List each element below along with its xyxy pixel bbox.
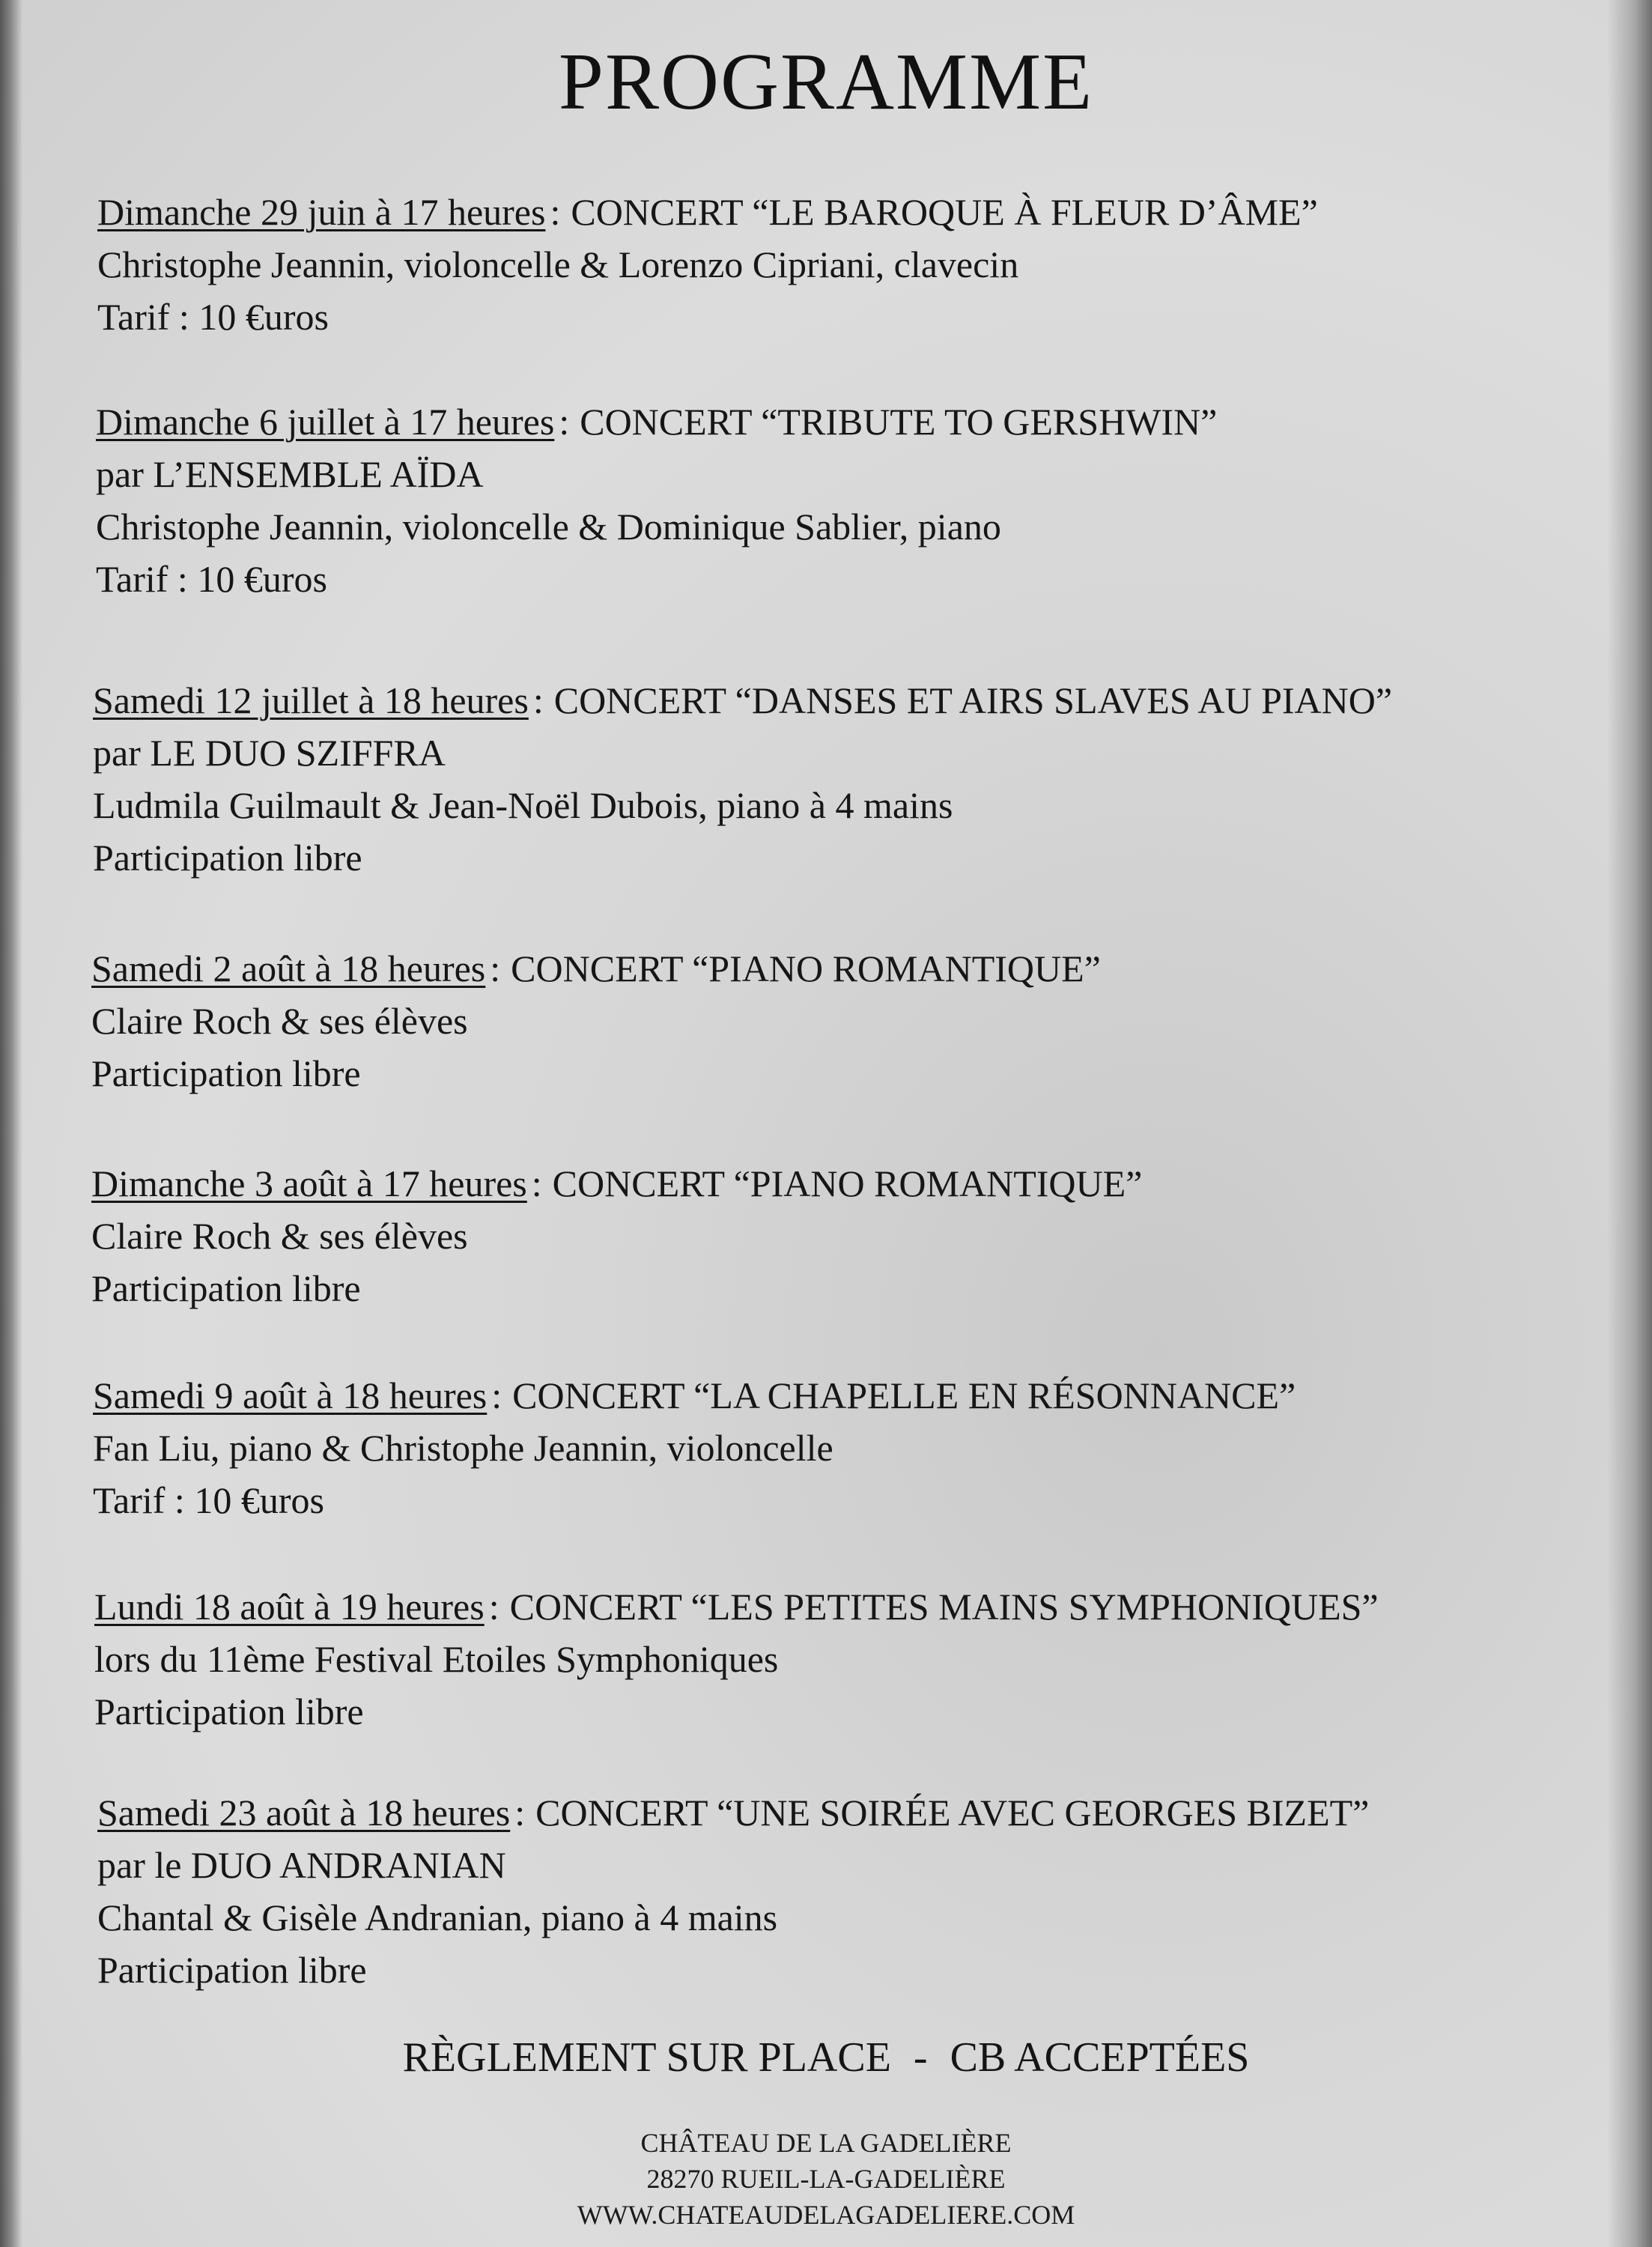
- event-title: CONCERT “LA CHAPELLE EN RÉSONNANCE”: [512, 1374, 1296, 1416]
- event-line: Fan Liu, piano & Christophe Jeannin, violoncelle: [93, 1427, 833, 1469]
- event-line: Participation libre: [93, 837, 362, 879]
- event-line: Participation libre: [91, 1267, 361, 1309]
- event-title: CONCERT “LE BAROQUE À FLEUR D’ÂME”: [571, 191, 1318, 233]
- event-block: [96, 395, 1217, 605]
- event-header: Samedi 23 août à 18 heures : CONCERT “UNE SOIRÉE AVEC GEORGES BIZET”: [97, 1792, 1370, 1834]
- event-header: Dimanche 29 juin à 17 heures : CONCERT “LE BAROQUE À FLEUR D’ÂME”: [97, 191, 1318, 233]
- event-line: par le DUO ANDRANIAN: [97, 1844, 506, 1886]
- event-title: CONCERT “DANSES ET AIRS SLAVES AU PIANO”: [553, 679, 1393, 721]
- event-line: Claire Roch & ses élèves: [91, 1215, 468, 1257]
- venue-website: WWW.CHATEAUDELAGADELIERE.COM: [577, 2200, 1075, 2230]
- payment-note: [0, 2034, 1652, 2081]
- left-edge-shadow: [0, 0, 22, 2247]
- event-header: Samedi 2 août à 18 heures : CONCERT “PIANO ROMANTIQUE”: [91, 947, 1101, 989]
- event-title: CONCERT “PIANO ROMANTIQUE”: [511, 947, 1101, 989]
- event-line: Participation libre: [91, 1052, 361, 1094]
- event-line: Chantal & Gisèle Andranian, piano à 4 mains: [97, 1896, 778, 1938]
- event-line: Participation libre: [94, 1690, 364, 1732]
- event-line: Participation libre: [97, 1949, 367, 1991]
- event-block: [97, 186, 1318, 343]
- page-title: PROGRAMME: [558, 37, 1094, 127]
- event-line: Claire Roch & ses élèves: [91, 1000, 468, 1042]
- event-line: Tarif : 10 €uros: [96, 558, 327, 600]
- event-line: par LE DUO SZIFFRA: [93, 732, 446, 774]
- event-block: [93, 674, 1392, 884]
- event-line: Christophe Jeannin, violoncelle & Lorenzo Cipriani, clavecin: [97, 243, 1019, 285]
- event-line: Tarif : 10 €uros: [93, 1479, 324, 1521]
- event-date: Samedi 12 juillet à 18 heures: [93, 679, 529, 721]
- event-header: Dimanche 3 août à 17 heures : CONCERT “PIANO ROMANTIQUE”: [91, 1162, 1143, 1204]
- event-header: Dimanche 6 juillet à 17 heures : CONCERT “TRIBUTE TO GERSHWIN”: [96, 401, 1218, 443]
- event-block: [93, 1369, 1296, 1526]
- event-title: CONCERT “PIANO ROMANTIQUE”: [552, 1162, 1143, 1204]
- event-header: Samedi 9 août à 18 heures : CONCERT “LA CHAPELLE EN RÉSONNANCE”: [93, 1374, 1296, 1416]
- event-date: Samedi 2 août à 18 heures: [91, 947, 486, 989]
- payment-text: RÈGLEMENT SUR PLACE: [402, 2034, 891, 2081]
- venue-postal: 28270 RUEIL-LA-GADELIÈRE: [646, 2164, 1006, 2194]
- event-line: Tarif : 10 €uros: [97, 296, 329, 338]
- event-date: Lundi 18 août à 19 heures: [94, 1586, 485, 1628]
- event-line: lors du 11ème Festival Etoiles Symphoniques: [94, 1638, 779, 1680]
- venue-name: CHÂTEAU DE LA GADELIÈRE: [640, 2128, 1012, 2158]
- event-line: Christophe Jeannin, violoncelle & Dominique Sablier, piano: [96, 506, 1001, 548]
- event-block: [97, 1786, 1369, 1996]
- event-block: [91, 1157, 1142, 1314]
- event-date: Dimanche 6 juillet à 17 heures: [96, 401, 555, 443]
- event-date: Dimanche 29 juin à 17 heures: [97, 191, 546, 233]
- cards-text: CB ACCEPTÉES: [950, 2034, 1250, 2081]
- event-line: par L’ENSEMBLE AÏDA: [96, 453, 484, 495]
- event-title: CONCERT “TRIBUTE TO GERSHWIN”: [580, 401, 1218, 443]
- right-edge-shadow: [1607, 0, 1652, 2247]
- event-date: Samedi 23 août à 18 heures: [97, 1792, 511, 1834]
- event-title: CONCERT “UNE SOIRÉE AVEC GEORGES BIZET”: [535, 1792, 1370, 1834]
- event-header: Samedi 12 juillet à 18 heures : CONCERT “DANSES ET AIRS SLAVES AU PIANO”: [93, 679, 1393, 721]
- event-header: Lundi 18 août à 19 heures : CONCERT “LES PETITES MAINS SYMPHONIQUES”: [94, 1586, 1379, 1628]
- event-line: Ludmila Guilmault & Jean-Noël Dubois, piano à 4 mains: [93, 784, 953, 826]
- footer-dash: -: [913, 2034, 928, 2081]
- event-title: CONCERT “LES PETITES MAINS SYMPHONIQUES”: [509, 1586, 1379, 1628]
- event-block: [94, 1580, 1379, 1738]
- event-block: [91, 942, 1101, 1100]
- event-date: Dimanche 3 août à 17 heures: [91, 1162, 527, 1204]
- event-date: Samedi 9 août à 18 heures: [93, 1374, 488, 1416]
